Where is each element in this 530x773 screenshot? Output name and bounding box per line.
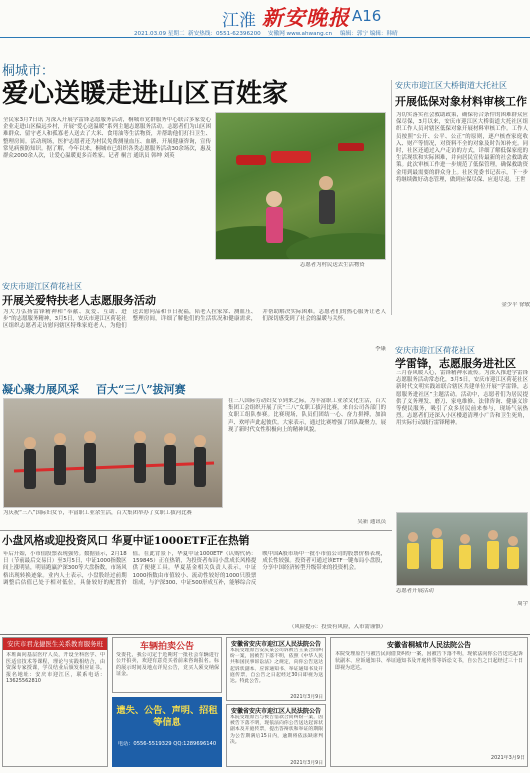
right-mid-photo	[396, 512, 528, 586]
ad-notice-title: 遗失、公告、声明、招租等信息	[116, 705, 218, 728]
court-notice-1-date: 2021年3月9日	[290, 695, 323, 700]
column-divider	[391, 80, 392, 315]
fund-headline: 小盘风格或迎投资风口 华夏中证1000ETF正在热销	[2, 535, 250, 547]
court-notice-3-body: 本院受理原告与被告民间借贷纠纷一案，因被告下落不明，现依法向你公告送达起诉状副本、应诉通知书、举证通知书及开庭传票等诉讼文书，自公告之日起经过三十日即视为送达。	[335, 651, 523, 671]
middle-kicker: 安庆市迎江区荷花社区	[2, 282, 82, 291]
women-footer: 吴新 通讯员	[357, 519, 386, 525]
main-body: 全民家3月7日讯 为深入开展学雷锋志愿服务活动，桐城市党群服务中心联合多家爱心企业走进山区偏远乡村，开展“爱心送温暖”系列主题志愿服务活动。志愿者们为山区困难群众、留守老人和孤寡老人送去了大米、食用油等生活物资，并帮助他们打扫卫生、整理房间。活动现场，医护志愿者还为村民免费测量血压、血糖，开展健康咨询，宣传常见病预防知识。据了解，今年以来，桐城市已组织各类志愿服务活动30余场次，惠及群众2000余人次，让爱心温暖更多百姓家。记者 桐言 通讯员 韩坤 刘英	[3, 117, 211, 160]
middle-headline: 开展关爱特扶老人志愿服务活动	[2, 294, 156, 307]
masthead-rule	[0, 37, 530, 38]
court-notice-2-title: 安徽省安庆市迎江区人民法院公告	[230, 708, 321, 715]
fund-body: 年后开始，小市值股票表现强势。数据显示，2月18日（节前最后交易日）至3月5日，中证1000指数区间上涨明显，明显跑赢沪深300等大盘指数，市场风格出现转换迹象。业内人士表示，小盘股经过前期调整后估值已处于相对低位，具备较好的配置价值。在此背景下，华夏中证1000ETF（认购代码：159845）正在热销，为投资者布局小盘成长风格提供了便捷工具。华夏基金相关负责人表示，中证1000指数由市值较小、流动性较好的1000只股票组成，与沪深300、中证500形成互补，能够综合反映中国A股市场中一批小市值公司的股票价格表现，成长性较强。投资者可通过该ETF一键布局小盘股，分享中国经济转型升级带来的投资机会。	[3, 551, 386, 586]
right-mid-headline: 学雷锋，志愿服务进社区	[395, 357, 516, 370]
main-headline: 爱心送暖走进山区百姓家	[2, 79, 289, 109]
ad-notice-phone[interactable]: 电话：0556-5519329 QQ:1289696140	[117, 741, 217, 747]
right-top-footer: 金少平 徐敏	[501, 302, 530, 308]
masthead	[0, 0, 530, 38]
hotline: 新安热线：0551-62396200	[188, 31, 261, 37]
masthead-region: 江淮	[222, 11, 256, 31]
middle-footer: 李康	[375, 346, 386, 352]
bottom-rule	[0, 634, 530, 635]
dateline: 2021.03.09 星期二	[134, 31, 185, 37]
court-notice-2	[226, 704, 326, 767]
right-top-body: 为切实落实社会救助政策，确保符合条件的困难群众应保尽保，3月以来，安庆市迎江区大桥街道大托社区组织工作人员对辖区低保对象开展材料审核工作。工作人员按照“公开、公平、公正”的原则，逐户核查家庭收入、财产等情况，对资料不全的对象及时告知补充。同时，社区还通过入户走访的方式，详细了解低保家庭的生活现状和实际困难，并向居民宣传最新的社会救助政策。此次审核工作进一步规范了低保管理，确保救助资金用到最需要的群众身上。社区党委书记表示，下一步将继续做好动态管理，做到应保尽保、应退尽退。王世	[396, 112, 528, 183]
court-notice-3-date: 2021年3月9日	[490, 755, 525, 761]
ad-notice	[112, 697, 222, 767]
right-mid-body: 三月春风暖人心，雷锋精神永流传。为深入推进学雷锋志愿服务活动常态化，3月5日，安庆市迎江区荷花社区新时代文明实践站联合辖区共建单位开展“学雷锋，志愿服务进社区”主题活动。活动中，志愿者们为居民提供了义务理发、磨刀、家电维修、法律咨询、健康义诊等便民服务，吸引了众多居民前来参与，现场气氛热烈。志愿者们还深入小区楼道清理小广告和卫生死角，用实际行动践行雷锋精神。	[396, 370, 528, 427]
right-mid-kicker: 安庆市迎江区荷花社区	[395, 346, 475, 355]
right-top-headline: 开展低保对象材料审核工作	[395, 95, 527, 108]
court-notice-3	[330, 637, 528, 767]
court-notice-1-body: 本院受理原告安庆某公司诉被告王某合同纠纷一案，因被告下落不明，依照《中华人民共和国民事诉讼法》之规定，向你公告送达起诉状副本、应诉通知书、举证通知书及开庭传票，自公告之日起经过30日即视为送达。特此公告。	[230, 648, 323, 685]
fund-footer: （风险提示：投资有风险，入市需谨慎）	[288, 624, 386, 630]
ad-auction-body: 受委托，我公司定于近期对一批社会车辆进行公开拍卖，欢迎有意竞买者前来咨询报名。标的展示时间及地点详见公告，竞买人须交纳保证金。	[116, 652, 219, 678]
right-mid-caption: 志愿者开展活动	[396, 588, 434, 594]
main-kicker: 桐城市：	[2, 64, 55, 79]
ad-education-title: 安庆市君龙捷医生关系教育服务班	[3, 638, 107, 650]
women-kicker: 凝心聚力展风采	[2, 383, 79, 396]
ad-auction-title: 车辆拍卖公告	[139, 642, 194, 652]
women-body: 在三八国际劳动妇女节到来之际，为丰富职工业余文化生活，百大集团工会组织开展了庆“三八”女职工拔河比赛，来自公司各部门的女职工组队参赛。比赛现场，队员们团结一心、奋力拼搏，加油声、欢呼声此起彼伏。大家表示，通过比赛增强了团队凝聚力，展现了新时代女性积极向上的精神风貌。	[228, 398, 386, 433]
right-top-kicker: 安庆市迎江区大桥街道大托社区	[395, 81, 507, 90]
ad-education	[2, 637, 108, 767]
newspaper-logo: 新安晚报	[262, 5, 350, 30]
ad-education-body: 本班面向基层医疗人员，开设全科医学、中医适宜技术等课程，理论与实践相结合，由资深专家授课，学员结业后颁发相应证书。报名地址：安庆市迎江区，联系电话：13625562810	[6, 652, 105, 685]
main-photo-caption: 志愿者为村民送去生活物资	[300, 262, 365, 268]
court-notice-2-date: 2021年3月9日	[290, 761, 323, 766]
women-headline: 百大“三八”拔河赛	[96, 383, 186, 396]
court-notice-1-title: 安徽省安庆市迎江区人民法院公告	[230, 641, 321, 648]
editors: 编辑：郭宁 编辑：韩晴	[340, 31, 398, 37]
middle-body: 为大力弘扬雷锋精神和“奉献、友爱、互助、进步”的志愿服务精神，3月5日，安庆市迎江区荷花社区组织志愿者走访慰问辖区特殊家庭老人，为他们送去慰问品和节日祝福，陪老人拉家常、测血压、整理房间，详细了解他们的生活状况和健康需求，并帮助解决实际困难。志愿者们的热心服务让老人们深切感受到了社会的温暖与关怀。	[3, 309, 386, 330]
main-photo	[215, 112, 386, 260]
court-notice-2-body: 本院受理原告与被告借款合同纠纷一案，因被告下落不明，现依法向你公告送达起诉状副本及开庭传票，提出答辩状和举证的期限为公告期满后15日内，逾期将依法缺席判决。	[230, 715, 323, 745]
page-number: A16	[352, 7, 382, 25]
women-caption: 为庆祝“三八”国际妇女节，丰富职工业余生活，百大集团举办了女职工拔河比赛	[3, 510, 192, 516]
women-photo	[3, 398, 223, 508]
website[interactable]: 安徽网 www.ahwang.cn	[268, 31, 333, 37]
court-notice-1	[226, 637, 326, 701]
ad-auction	[112, 637, 222, 693]
court-notice-3-title: 安徽省桐城市人民法院公告	[387, 641, 471, 649]
fund-rule	[0, 530, 392, 531]
right-mid-footer: 周宇	[517, 601, 528, 607]
